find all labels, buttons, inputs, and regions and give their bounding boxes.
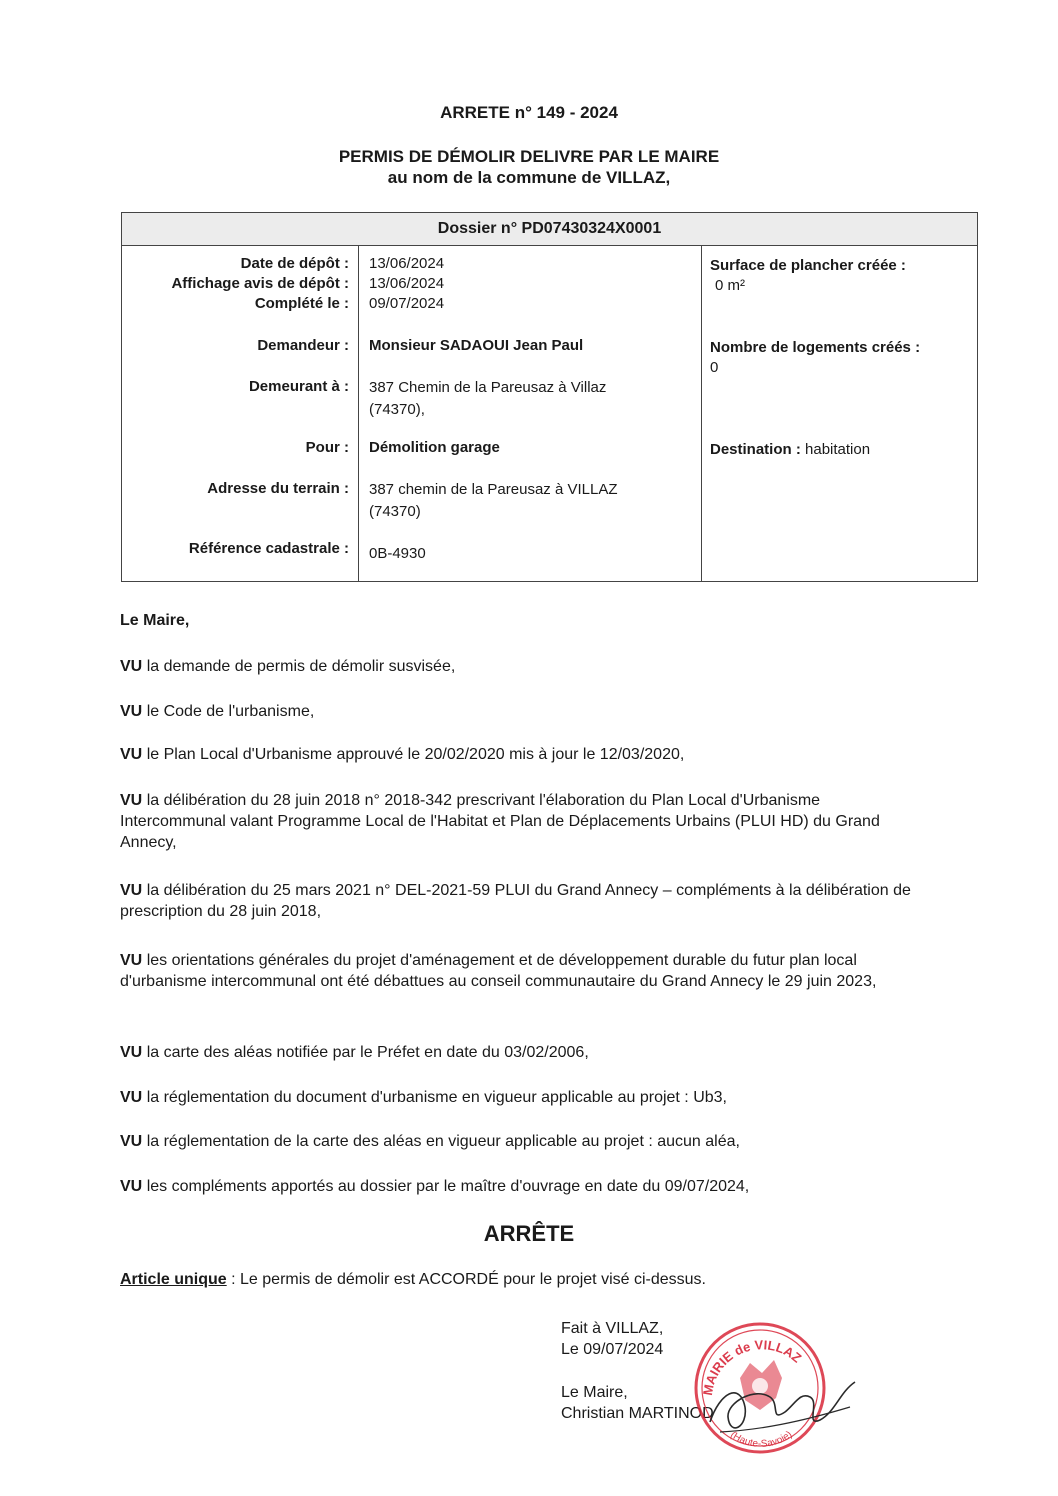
demeurant-line1: 387 Chemin de la Pareusaz à Villaz: [369, 379, 607, 396]
vu-paragraph: [120, 1176, 920, 1197]
demandeur-value: Monsieur SADAOUI Jean Paul: [369, 337, 584, 354]
logements-label: Nombre de logements créés :: [710, 339, 921, 356]
surface-value: 0 m²: [715, 277, 745, 294]
permit-subtitle: au nom de la commune de VILLAZ,: [387, 168, 671, 187]
pour-value: Démolition garage: [369, 439, 500, 456]
vu-text: les compléments apportés au dossier par le maître d'ouvrage en date du 09/07/2024,: [146, 1178, 750, 1195]
vu-text: la carte des aléas notifiée par le Préfet en date du 03/02/2006,: [146, 1044, 589, 1061]
vu-text: la délibération du 28 juin 2018 n° 2018-342 prescrivant l'élaboration du Plan Local d'Urbanisme Intercommunal valant Programme Local de l'Habitat et Plan de Déplacements Urbains (PLUI HD) du Grand Annecy,: [120, 792, 880, 851]
column-divider: [701, 246, 702, 581]
vu-text: les orientations générales du projet d'aménagement et de développement durable du futur plan local d'urbanisme intercommunal ont été débattues au conseil communautaire du Grand Annecy le 29 juin 2023,: [120, 952, 877, 990]
adresse-label: Adresse du terrain :: [207, 480, 349, 497]
affichage-label: Affichage avis de dépôt :: [171, 275, 349, 292]
dossier-title: Dossier n° PD07430324X0001: [122, 213, 977, 246]
demandeur-label: Demandeur :: [257, 337, 349, 354]
logements-value: 0: [710, 359, 719, 376]
demeurant-label: Demeurant à :: [248, 378, 349, 395]
vu-keyword: VU: [120, 746, 143, 763]
article-text: : Le permis de démolir est ACCORDÉ pour le projet visé ci-dessus.: [226, 1271, 706, 1288]
permit-title-block: [0, 146, 1058, 188]
destination-line: [710, 440, 870, 460]
dossier-box: [121, 212, 978, 582]
adresse-line1: 387 chemin de la Pareusaz à VILLAZ: [369, 481, 618, 498]
vu-keyword: VU: [120, 952, 143, 969]
handwritten-signature-icon: [700, 1352, 860, 1452]
vu-text: la délibération du 25 mars 2021 n° DEL-2021-59 PLUI du Grand Annecy – compléments à la délibération de prescription du 28 juin 2018,: [120, 882, 911, 920]
vu-keyword: VU: [120, 1133, 143, 1150]
vu-text: la réglementation du document d'urbanisme en vigueur applicable au projet : Ub3,: [146, 1089, 727, 1106]
vu-paragraph: [120, 1131, 920, 1152]
svg-text:(Haute-Savoie): (Haute-Savoie): [728, 1429, 795, 1450]
vu-paragraph: [120, 1087, 920, 1108]
vu-keyword: VU: [120, 1178, 143, 1195]
vu-keyword: VU: [120, 1089, 143, 1106]
vu-text: le Code de l'urbanisme,: [146, 703, 315, 720]
vu-text: la demande de permis de démolir susvisée,: [146, 658, 456, 675]
article-label: Article unique: [120, 1271, 227, 1288]
demeurant-line2: (74370),: [369, 401, 425, 418]
arrete-number: ARRETE n° 149 - 2024: [440, 103, 618, 122]
svg-text:MAIRIE de VILLAZ: MAIRIE de VILLAZ: [699, 1337, 805, 1397]
cadastre-value: 0B-4930: [369, 545, 426, 562]
vu-paragraph: [120, 701, 920, 722]
pour-label: Pour :: [305, 439, 349, 456]
vu-text: le Plan Local d'Urbanisme approuvé le 20/02/2020 mis à jour le 12/03/2020,: [146, 746, 685, 763]
signature-date: Le 09/07/2024: [561, 1341, 664, 1358]
affichage-value: 13/06/2024: [369, 275, 445, 292]
cadastre-label: Référence cadastrale :: [188, 540, 349, 557]
signature-name: Christian MARTINOD: [561, 1405, 714, 1422]
vu-paragraph: [120, 744, 920, 765]
vu-paragraph: [120, 790, 920, 853]
destination-value: habitation: [805, 441, 871, 458]
vu-keyword: VU: [120, 1044, 143, 1061]
vu-keyword: VU: [120, 703, 143, 720]
signature-place: Fait à VILLAZ,: [561, 1320, 664, 1337]
complete-label: Complété le :: [254, 295, 349, 312]
date-depot-label: Date de dépôt :: [240, 255, 349, 272]
column-divider: [358, 246, 359, 581]
vu-paragraph: [120, 656, 920, 677]
adresse-line2: (74370): [369, 503, 421, 520]
vu-text: la réglementation de la carte des aléas en vigueur applicable au projet : aucun aléa,: [146, 1133, 740, 1150]
date-depot-value: 13/06/2024: [369, 255, 445, 272]
vu-keyword: VU: [120, 882, 143, 899]
vu-paragraph: [120, 880, 920, 922]
complete-value: 09/07/2024: [369, 295, 445, 312]
destination-label: Destination :: [710, 441, 801, 458]
vu-keyword: VU: [120, 658, 143, 675]
vu-keyword: VU: [120, 792, 143, 809]
intro-le-maire: Le Maire,: [120, 612, 190, 629]
signature-role: Le Maire,: [561, 1384, 628, 1401]
vu-paragraph: [120, 1042, 920, 1063]
article-unique: [120, 1271, 706, 1289]
surface-label: Surface de plancher créée :: [710, 257, 906, 274]
permit-title: PERMIS DE DÉMOLIR DELIVRE PAR LE MAIRE: [338, 147, 720, 166]
vu-paragraph: [120, 950, 920, 992]
arrete-heading: ARRÊTE: [483, 1221, 575, 1246]
